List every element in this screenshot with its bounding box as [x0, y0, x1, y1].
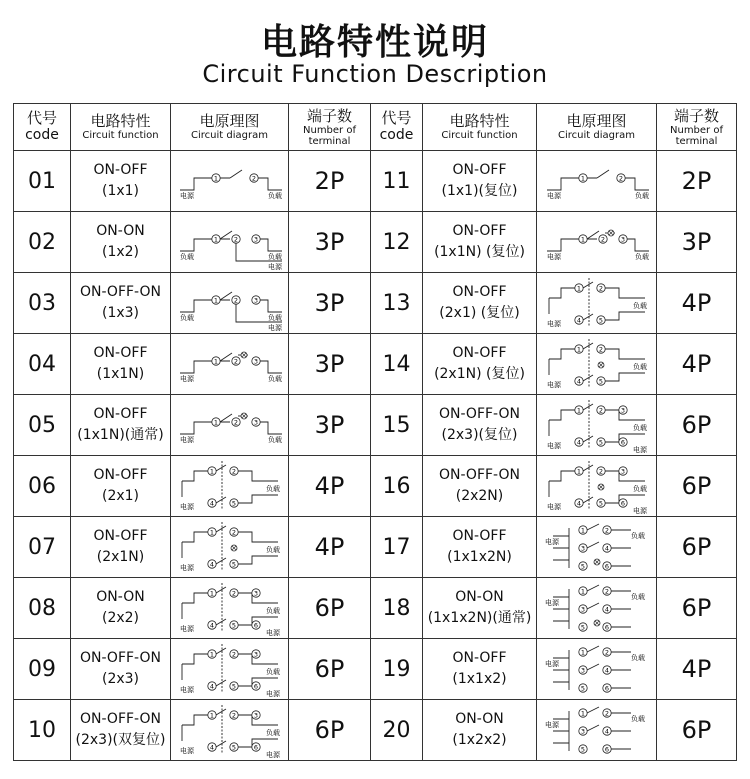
- table-row: [14, 151, 737, 212]
- svg-text:1: 1: [580, 709, 585, 718]
- circuit-diagram-cell: [537, 212, 657, 273]
- circuit-diagram-cell: [537, 273, 657, 334]
- circuit-schematic-icon: [539, 335, 655, 393]
- svg-text:电源: 电源: [265, 690, 280, 698]
- function-cell: [71, 639, 171, 700]
- function-mode: ON-OFF: [452, 284, 507, 300]
- svg-text:负载: 负载: [265, 729, 280, 737]
- function-config: (1x1N)(通常): [77, 427, 164, 443]
- circuit-schematic-icon: [172, 213, 288, 271]
- function-config: (1x3): [101, 305, 140, 321]
- circuit-diagram-cell: [537, 517, 657, 578]
- function-mode: ON-ON: [455, 589, 504, 605]
- code-cell: 03: [14, 273, 71, 334]
- table-row: [14, 639, 737, 700]
- function-config: (1x1x2): [452, 671, 507, 687]
- svg-text:电源: 电源: [267, 324, 282, 332]
- header-code: 代号 code: [14, 104, 71, 151]
- code-cell: 07: [14, 517, 71, 578]
- table-row: [14, 273, 737, 334]
- svg-text:1: 1: [576, 284, 581, 293]
- svg-text:5: 5: [598, 377, 603, 386]
- svg-text:负载: 负载: [179, 253, 194, 261]
- function-cell: [71, 395, 171, 456]
- function-mode: ON-OFF: [452, 528, 507, 544]
- function-mode: ON-OFF: [452, 162, 507, 178]
- svg-text:负载: 负载: [265, 485, 280, 493]
- svg-text:5: 5: [231, 499, 236, 508]
- svg-text:电源: 电源: [265, 751, 280, 759]
- function-mode: ON-OFF: [93, 406, 148, 422]
- circuit-schematic-icon: [539, 213, 655, 271]
- svg-text:电源: 电源: [546, 503, 561, 511]
- svg-text:3: 3: [620, 406, 625, 415]
- code-cell: 01: [14, 151, 71, 212]
- svg-text:6: 6: [253, 743, 258, 752]
- table-row: [14, 456, 737, 517]
- circuit-diagram-cell: [537, 395, 657, 456]
- terminal-count-cell: 3P: [657, 212, 737, 273]
- svg-text:负载: 负载: [179, 314, 194, 322]
- code-cell: 02: [14, 212, 71, 273]
- svg-text:电源: 电源: [179, 375, 194, 383]
- svg-text:1: 1: [576, 406, 581, 415]
- function-config: (1x1N) (复位): [434, 244, 525, 260]
- svg-text:电源: 电源: [179, 564, 194, 572]
- terminal-count-cell: 6P: [289, 700, 371, 761]
- terminal-count-cell: 6P: [657, 395, 737, 456]
- svg-text:4: 4: [209, 621, 214, 630]
- circuit-diagram-cell: [171, 212, 289, 273]
- function-cell: [71, 212, 171, 273]
- table-row: [14, 395, 737, 456]
- svg-text:负载: 负载: [265, 546, 280, 554]
- terminal-count-cell: 6P: [657, 517, 737, 578]
- circuit-schematic-icon: [172, 335, 288, 393]
- svg-text:6: 6: [604, 684, 609, 693]
- circuit-schematic-icon: [172, 579, 288, 637]
- svg-text:电源: 电源: [546, 442, 561, 450]
- circuit-schematic-icon: [539, 152, 655, 210]
- table-row: [14, 517, 737, 578]
- svg-text:2: 2: [618, 174, 623, 183]
- code-cell: 09: [14, 639, 71, 700]
- header-diagram: 电原理图 Circuit diagram: [537, 104, 657, 151]
- terminal-count-cell: 4P: [289, 456, 371, 517]
- function-cell: [71, 151, 171, 212]
- table-row: [14, 700, 737, 761]
- svg-text:3: 3: [580, 666, 585, 675]
- svg-text:负载: 负载: [267, 314, 282, 322]
- svg-text:电源: 电源: [179, 503, 194, 511]
- svg-text:2: 2: [604, 648, 609, 657]
- svg-text:4: 4: [576, 377, 581, 386]
- svg-text:3: 3: [253, 650, 258, 659]
- svg-text:电源: 电源: [546, 381, 561, 389]
- circuit-schematic-icon: [172, 274, 288, 332]
- function-config: (1x1): [101, 183, 140, 199]
- svg-text:2: 2: [604, 709, 609, 718]
- svg-text:2: 2: [233, 235, 238, 244]
- svg-text:1: 1: [213, 174, 218, 183]
- circuit-diagram-cell: [537, 639, 657, 700]
- function-mode: ON-ON: [96, 589, 145, 605]
- svg-text:5: 5: [580, 684, 585, 693]
- code-cell: 15: [371, 395, 423, 456]
- svg-text:2: 2: [233, 357, 238, 366]
- svg-text:1: 1: [209, 650, 214, 659]
- header-function: 电路特性 Circuit function: [423, 104, 537, 151]
- svg-text:电源: 电源: [179, 625, 194, 633]
- svg-text:电源: 电源: [544, 599, 559, 607]
- code-cell: 17: [371, 517, 423, 578]
- header-code: 代号 code: [371, 104, 423, 151]
- circuit-diagram-cell: [537, 456, 657, 517]
- svg-text:电源: 电源: [544, 538, 559, 546]
- svg-text:6: 6: [604, 745, 609, 754]
- svg-text:3: 3: [620, 467, 625, 476]
- svg-text:3: 3: [253, 357, 258, 366]
- svg-text:2: 2: [231, 467, 236, 476]
- terminal-count-cell: 3P: [289, 273, 371, 334]
- svg-text:6: 6: [253, 682, 258, 691]
- header-terminals: 端子数 Number of terminal: [289, 104, 371, 151]
- header-diagram: 电原理图 Circuit diagram: [171, 104, 289, 151]
- function-cell: [423, 395, 537, 456]
- svg-text:电源: 电源: [179, 436, 194, 444]
- svg-text:2: 2: [598, 345, 603, 354]
- terminal-count-cell: 3P: [289, 395, 371, 456]
- svg-text:2: 2: [231, 589, 236, 598]
- circuit-diagram-cell: [171, 700, 289, 761]
- svg-text:6: 6: [253, 621, 258, 630]
- svg-text:4: 4: [604, 666, 609, 675]
- circuit-diagram-cell: [171, 517, 289, 578]
- circuit-diagram-cell: [171, 151, 289, 212]
- svg-text:4: 4: [604, 605, 609, 614]
- svg-text:1: 1: [209, 467, 214, 476]
- function-config: (2x1N): [96, 549, 145, 565]
- circuit-schematic-icon: [539, 457, 655, 515]
- terminal-count-cell: 6P: [657, 456, 737, 517]
- header-function: 电路特性 Circuit function: [71, 104, 171, 151]
- svg-text:负载: 负载: [630, 654, 645, 662]
- svg-text:负载: 负载: [265, 668, 280, 676]
- function-config: (2x1) (复位): [439, 305, 520, 321]
- svg-text:2: 2: [231, 711, 236, 720]
- function-cell: [71, 273, 171, 334]
- function-mode: ON-OFF-ON: [80, 650, 161, 666]
- function-config: (1x1x2N): [447, 549, 512, 565]
- svg-text:电源: 电源: [544, 660, 559, 668]
- circuit-schematic-icon: [172, 640, 288, 698]
- svg-text:6: 6: [620, 499, 625, 508]
- circuit-schematic-icon: [539, 701, 655, 759]
- table-header-row: [14, 104, 737, 151]
- circuit-schematic-icon: [539, 274, 655, 332]
- function-config: (2x2): [101, 610, 140, 626]
- circuit-schematic-icon: [172, 518, 288, 576]
- svg-text:负载: 负载: [267, 253, 282, 261]
- function-config: (1x1)(复位): [441, 183, 518, 199]
- code-cell: 11: [371, 151, 423, 212]
- svg-text:4: 4: [209, 560, 214, 569]
- svg-text:2: 2: [604, 526, 609, 535]
- svg-text:3: 3: [620, 235, 625, 244]
- terminal-count-cell: 4P: [657, 273, 737, 334]
- function-mode: ON-OFF-ON: [80, 284, 161, 300]
- function-config: (2x1N) (复位): [434, 366, 525, 382]
- function-config: (1x2): [101, 244, 140, 260]
- circuit-diagram-cell: [171, 578, 289, 639]
- circuit-diagram-cell: [171, 456, 289, 517]
- terminal-count-cell: 4P: [289, 517, 371, 578]
- svg-text:负载: 负载: [632, 485, 647, 493]
- svg-text:负载: 负载: [632, 363, 647, 371]
- svg-text:5: 5: [580, 562, 585, 571]
- svg-text:1: 1: [580, 648, 585, 657]
- svg-text:1: 1: [576, 345, 581, 354]
- svg-text:电源: 电源: [632, 507, 647, 515]
- svg-text:6: 6: [604, 562, 609, 571]
- svg-text:3: 3: [253, 235, 258, 244]
- svg-text:1: 1: [213, 357, 218, 366]
- svg-text:2: 2: [600, 235, 605, 244]
- circuit-diagram-cell: [171, 273, 289, 334]
- code-cell: 06: [14, 456, 71, 517]
- function-cell: [423, 639, 537, 700]
- code-cell: 16: [371, 456, 423, 517]
- code-cell: 10: [14, 700, 71, 761]
- code-cell: 20: [371, 700, 423, 761]
- svg-text:负载: 负载: [265, 607, 280, 615]
- circuit-function-table: [13, 103, 737, 761]
- terminal-count-cell: 3P: [289, 334, 371, 395]
- terminal-count-cell: 6P: [657, 700, 737, 761]
- svg-text:负载: 负载: [267, 436, 282, 444]
- function-cell: [71, 700, 171, 761]
- svg-text:1: 1: [213, 296, 218, 305]
- function-cell: [71, 456, 171, 517]
- svg-text:5: 5: [580, 623, 585, 632]
- svg-text:5: 5: [231, 682, 236, 691]
- function-config: (2x2N): [455, 488, 504, 504]
- svg-text:4: 4: [209, 499, 214, 508]
- function-mode: ON-ON: [96, 223, 145, 239]
- svg-text:负载: 负载: [632, 424, 647, 432]
- svg-text:电源: 电源: [179, 192, 194, 200]
- svg-text:电源: 电源: [267, 263, 282, 271]
- svg-text:5: 5: [598, 316, 603, 325]
- code-cell: 13: [371, 273, 423, 334]
- function-mode: ON-OFF: [93, 162, 148, 178]
- function-mode: ON-OFF: [93, 467, 148, 483]
- function-config: (2x3)(复位): [441, 427, 518, 443]
- svg-text:电源: 电源: [546, 192, 561, 200]
- svg-text:1: 1: [580, 587, 585, 596]
- svg-text:1: 1: [209, 589, 214, 598]
- header-terminals: 端子数 Number of terminal: [657, 104, 737, 151]
- function-cell: [71, 578, 171, 639]
- svg-text:4: 4: [576, 438, 581, 447]
- circuit-diagram-cell: [537, 578, 657, 639]
- svg-text:3: 3: [253, 589, 258, 598]
- svg-text:3: 3: [253, 418, 258, 427]
- svg-text:5: 5: [598, 438, 603, 447]
- function-cell: [423, 334, 537, 395]
- code-cell: 14: [371, 334, 423, 395]
- terminal-count-cell: 6P: [289, 578, 371, 639]
- svg-text:4: 4: [576, 499, 581, 508]
- svg-text:2: 2: [598, 284, 603, 293]
- circuit-schematic-icon: [172, 701, 288, 759]
- function-config: (2x3): [101, 671, 140, 687]
- svg-text:电源: 电源: [544, 721, 559, 729]
- code-cell: 08: [14, 578, 71, 639]
- svg-text:2: 2: [598, 406, 603, 415]
- svg-text:2: 2: [231, 528, 236, 537]
- circuit-diagram-cell: [171, 639, 289, 700]
- circuit-schematic-icon: [539, 396, 655, 454]
- svg-text:3: 3: [253, 296, 258, 305]
- circuit-diagram-cell: [537, 334, 657, 395]
- svg-text:1: 1: [213, 418, 218, 427]
- svg-text:2: 2: [604, 587, 609, 596]
- svg-text:负载: 负载: [267, 375, 282, 383]
- circuit-schematic-icon: [539, 518, 655, 576]
- svg-text:3: 3: [580, 605, 585, 614]
- circuit-diagram-cell: [171, 334, 289, 395]
- svg-text:5: 5: [580, 745, 585, 754]
- svg-text:负载: 负载: [630, 593, 645, 601]
- function-cell: [423, 517, 537, 578]
- svg-text:电源: 电源: [179, 686, 194, 694]
- terminal-count-cell: 6P: [657, 578, 737, 639]
- function-cell: [423, 456, 537, 517]
- svg-text:6: 6: [604, 623, 609, 632]
- function-mode: ON-OFF: [452, 345, 507, 361]
- svg-text:1: 1: [580, 526, 585, 535]
- svg-text:1: 1: [213, 235, 218, 244]
- table-row: [14, 334, 737, 395]
- svg-text:4: 4: [209, 682, 214, 691]
- function-config: (1x1N): [96, 366, 145, 382]
- terminal-count-cell: 2P: [289, 151, 371, 212]
- svg-text:3: 3: [253, 711, 258, 720]
- svg-text:4: 4: [576, 316, 581, 325]
- svg-text:1: 1: [209, 711, 214, 720]
- circuit-diagram-cell: [537, 700, 657, 761]
- svg-text:2: 2: [233, 418, 238, 427]
- svg-text:1: 1: [580, 174, 585, 183]
- page-title: 电路特性说明: [260, 22, 489, 63]
- circuit-schematic-icon: [172, 396, 288, 454]
- circuit-schematic-icon: [172, 152, 288, 210]
- function-mode: ON-ON: [455, 711, 504, 727]
- terminal-count-cell: 3P: [289, 212, 371, 273]
- function-mode: ON-OFF-ON: [439, 467, 520, 483]
- circuit-schematic-icon: [539, 640, 655, 698]
- circuit-schematic-icon: [172, 457, 288, 515]
- circuit-diagram-cell: [171, 395, 289, 456]
- terminal-count-cell: 4P: [657, 639, 737, 700]
- function-cell: [423, 151, 537, 212]
- function-mode: ON-OFF-ON: [80, 711, 161, 727]
- terminal-count-cell: 4P: [657, 334, 737, 395]
- function-config: (2x1): [101, 488, 140, 504]
- svg-text:电源: 电源: [546, 253, 561, 261]
- svg-text:3: 3: [580, 544, 585, 553]
- function-mode: ON-OFF: [452, 650, 507, 666]
- svg-text:5: 5: [231, 621, 236, 630]
- svg-text:负载: 负载: [632, 302, 647, 310]
- code-cell: 12: [371, 212, 423, 273]
- terminal-count-cell: 6P: [289, 639, 371, 700]
- svg-text:4: 4: [209, 743, 214, 752]
- function-mode: ON-OFF-ON: [439, 406, 520, 422]
- code-cell: 05: [14, 395, 71, 456]
- svg-text:6: 6: [620, 438, 625, 447]
- svg-text:负载: 负载: [267, 192, 282, 200]
- function-mode: ON-OFF: [93, 345, 148, 361]
- function-config: (1x2x2): [452, 732, 507, 748]
- svg-text:5: 5: [598, 499, 603, 508]
- svg-text:2: 2: [233, 296, 238, 305]
- code-cell: 18: [371, 578, 423, 639]
- function-cell: [423, 212, 537, 273]
- terminal-count-cell: 2P: [657, 151, 737, 212]
- circuit-diagram-cell: [537, 151, 657, 212]
- svg-text:负载: 负载: [634, 192, 649, 200]
- svg-text:4: 4: [604, 544, 609, 553]
- svg-text:电源: 电源: [179, 747, 194, 755]
- svg-text:电源: 电源: [632, 446, 647, 454]
- table-body: [14, 151, 737, 761]
- svg-text:5: 5: [231, 743, 236, 752]
- circuit-schematic-icon: [539, 579, 655, 637]
- svg-text:负载: 负载: [630, 532, 645, 540]
- svg-text:1: 1: [576, 467, 581, 476]
- function-mode: ON-OFF: [93, 528, 148, 544]
- function-mode: ON-OFF: [452, 223, 507, 239]
- table-row: [14, 212, 737, 273]
- function-cell: [71, 334, 171, 395]
- svg-text:1: 1: [580, 235, 585, 244]
- function-cell: [71, 517, 171, 578]
- function-config: (1x1x2N)(通常): [427, 610, 532, 626]
- svg-text:电源: 电源: [546, 320, 561, 328]
- svg-text:负载: 负载: [630, 715, 645, 723]
- svg-text:电源: 电源: [265, 629, 280, 637]
- function-cell: [423, 273, 537, 334]
- code-cell: 04: [14, 334, 71, 395]
- svg-text:2: 2: [231, 650, 236, 659]
- svg-text:4: 4: [604, 727, 609, 736]
- svg-text:2: 2: [598, 467, 603, 476]
- svg-text:2: 2: [251, 174, 256, 183]
- svg-text:负载: 负载: [634, 253, 649, 261]
- function-cell: [423, 700, 537, 761]
- page-subtitle: Circuit Function Description: [202, 60, 548, 88]
- code-cell: 19: [371, 639, 423, 700]
- table-row: [14, 578, 737, 639]
- svg-text:3: 3: [580, 727, 585, 736]
- svg-text:1: 1: [209, 528, 214, 537]
- function-config: (2x3)(双复位): [75, 732, 166, 748]
- function-cell: [423, 578, 537, 639]
- svg-text:5: 5: [231, 560, 236, 569]
